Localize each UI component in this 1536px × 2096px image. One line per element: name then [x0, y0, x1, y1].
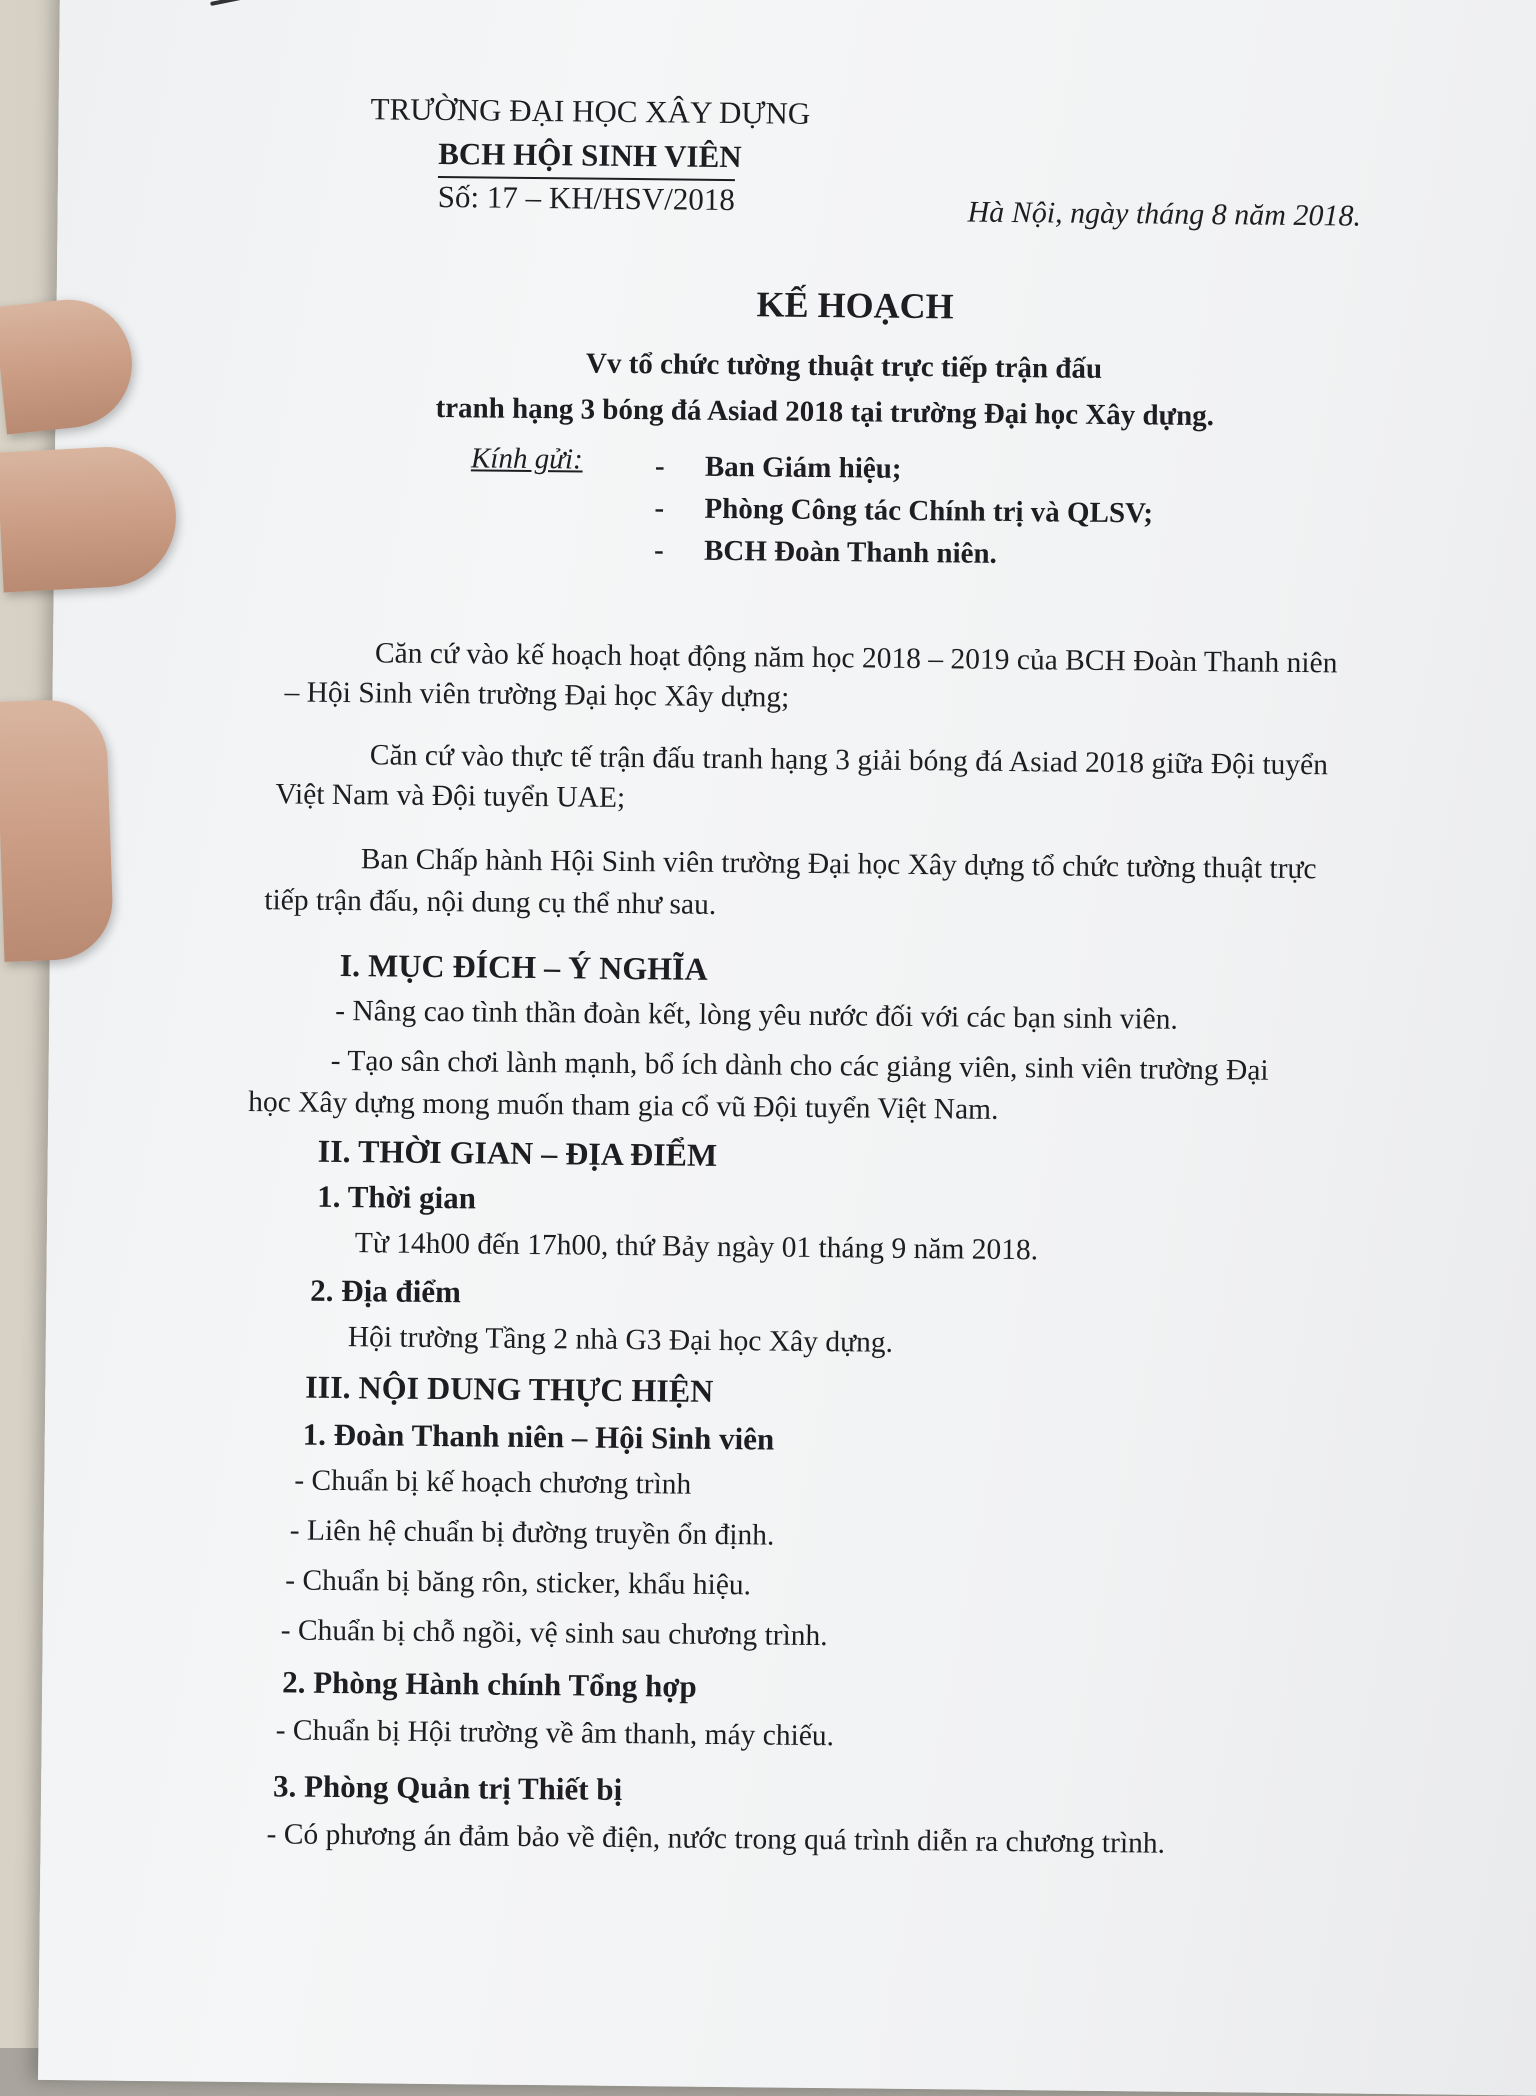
intro-p3-line1: Ban Chấp hành Hội Sinh viên trường Đại học Xây dựng tổ chức tường thuật trực — [360, 843, 1317, 886]
list-item: - Chuẩn bị Hội trường về âm thanh, máy chiếu. — [275, 1714, 835, 1753]
section-2-heading: II. THỜI GIAN – ĐỊA ĐIỂM — [317, 1132, 718, 1173]
section-2-sub-1-heading: 1. Thời gian — [317, 1178, 477, 1216]
document-title: KẾ HOẠCH — [756, 284, 954, 327]
finger-lower — [0, 698, 115, 962]
section-1-line-2: - Tạo sân chơi lành mạnh, bổ ích dành cho các giảng viên, sinh viên trường Đại — [330, 1044, 1269, 1087]
recipient-dash-1: - — [654, 450, 665, 483]
section-1-line-1: - Nâng cao tình thần đoàn kết, lòng yêu nước đối với các bạn sinh viên. — [335, 994, 1178, 1036]
time-text: Từ 14h00 đến 17h00, thứ Bảy ngày 01 tháng 9 năm 2018. — [354, 1227, 1039, 1267]
location-text: Hội trường Tầng 2 nhà G3 Đại học Xây dựng. — [347, 1321, 894, 1359]
intro-p3-line2: tiếp trận đấu, nội dung cụ thể như sau. — [264, 884, 717, 921]
section-1-heading: I. MỤC ĐÍCH – Ý NGHĨA — [339, 946, 708, 987]
intro-p1-line1: Căn cứ vào kế hoạch hoạt động năm học 2018 – 2019 của BCH Đoàn Thanh niên — [374, 637, 1338, 680]
section-2-sub-2-heading: 2. Địa điểm — [310, 1272, 462, 1310]
recipients-label: Kính gửi: — [470, 442, 583, 476]
subtitle-line-2: tranh hạng 3 bóng đá Asiad 2018 tại trường Đại học Xây dựng. — [435, 391, 1215, 433]
recipient-dash-2: - — [654, 492, 665, 525]
list-item: - Chuẩn bị chỗ ngồi, vệ sinh sau chương trình. — [280, 1614, 828, 1653]
list-item: - Chuẩn bị băng rôn, sticker, khẩu hiệu. — [285, 1564, 752, 1602]
section-3-sub-1-heading: 1. Đoàn Thanh niên – Hội Sinh viên — [302, 1416, 775, 1457]
school-name: TRƯỜNG ĐẠI HỌC XÂY DỰNG — [370, 91, 811, 131]
place-date: Hà Nội, ngày tháng 8 năm 2018. — [967, 195, 1362, 233]
document-number: Số: 17 – KH/HSV/2018 — [438, 176, 736, 218]
list-item: - Có phương án đảm bảo về điện, nước trong quá trình diễn ra chương trình. — [266, 1818, 1166, 1860]
section-1-line-3: học Xây dựng mong muốn tham gia cổ vũ Đội tuyển Việt Nam. — [248, 1086, 999, 1126]
recipient-2: Phòng Công tác Chính trị và QLSV; — [704, 492, 1154, 530]
recipient-1: Ban Giám hiệu; — [704, 450, 902, 485]
subtitle-line-1: Vv tổ chức tường thuật trực tiếp trận đấu — [585, 347, 1103, 385]
committee-name: BCH HỘI SINH VIÊN — [438, 135, 742, 175]
list-item: - Chuẩn bị kế hoạch chương trình — [294, 1464, 692, 1501]
intro-p2-line1: Căn cứ vào thực tế trận đấu tranh hạng 3 giải bóng đá Asiad 2018 giữa Đội tuyển — [369, 739, 1329, 782]
intro-p2-line2: Việt Nam và Đội tuyển UAE; — [275, 778, 626, 814]
list-item: - Liên hệ chuẩn bị đường truyền ổn định. — [289, 1514, 775, 1552]
recipient-dash-3: - — [653, 534, 664, 567]
pen-mark — [210, 0, 272, 6]
intro-p1-line2: – Hội Sinh viên trường Đại học Xây dựng; — [284, 676, 790, 714]
section-3-heading: III. NỘI DUNG THỰC HIỆN — [305, 1368, 714, 1409]
recipient-3: BCH Đoàn Thanh niên. — [703, 534, 998, 570]
document-page — [38, 0, 1536, 2096]
section-3-sub-3-heading: 3. Phòng Quản trị Thiết bị — [272, 1768, 623, 1807]
section-3-sub-2-heading: 2. Phòng Hành chính Tổng hợp — [282, 1664, 697, 1704]
